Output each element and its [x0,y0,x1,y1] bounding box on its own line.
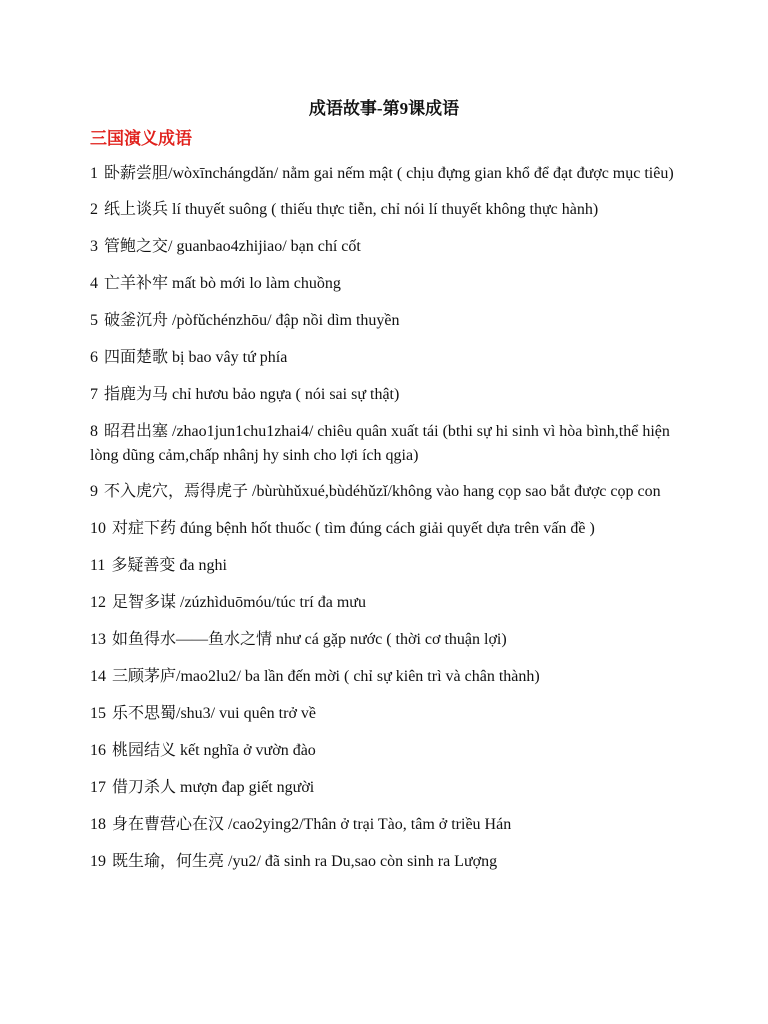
item-text: 多疑善变 đa nghi [111,557,227,574]
list-item [90,850,680,874]
item-text: 三顾茅庐/mao2lu2/ ba lần đến mời ( chỉ sự kiên trì và chân thành) [112,668,540,685]
item-text: 对症下药 đúng bệnh hốt thuốc ( tìm đúng cách giải quyết dựa trên vấn đề ) [112,520,595,537]
item-number: 12 [90,594,106,611]
idiom-list [90,162,680,887]
item-number: 15 [90,705,106,722]
document-title: 成语故事-第9课成语 [308,99,460,118]
list-item [90,162,680,186]
item-number: 17 [90,779,106,796]
list-item [90,480,680,504]
item-number: 6 [90,349,98,366]
list-item [90,665,680,689]
list-item [90,628,680,652]
item-text: 纸上谈兵 lí thuyết suông ( thiếu thực tiễn, chỉ nói lí thuyết không thực hành) [104,201,599,218]
item-number: 11 [90,557,106,574]
section-heading: 三国演义成语 [90,129,192,148]
list-item [90,591,680,615]
item-text: 既生瑜，何生亮 /yu2/ đã sinh ra Du,sao còn sinh ra Lượng [112,853,498,870]
list-item [90,554,680,578]
item-text: 身在曹营心在汉 /cao2ying2/Thân ở trại Tào, tâm ở triều Hán [112,816,512,833]
item-text: 乐不思蜀/shu3/ vui quên trở về [112,705,317,722]
item-number: 1 [90,165,98,182]
list-item [90,813,680,837]
list-item [90,776,680,800]
item-number: 18 [90,816,106,833]
item-number: 9 [90,483,98,500]
list-item [90,702,680,726]
item-number: 14 [90,668,106,685]
list-item [90,235,680,259]
item-text: 卧薪尝胆/wòxīnchángdǎn/ nằm gai nếm mật ( chịu đựng gian khổ để đạt được mục tiêu) [104,165,674,182]
item-text: 亡羊补牢 mất bò mới lo làm chuồng [104,275,341,292]
item-text: 借刀杀人 mượn đap giết người [112,779,315,796]
list-item [90,272,680,296]
item-number: 16 [90,742,106,759]
item-number: 2 [90,201,98,218]
list-item [90,346,680,370]
item-text: 如鱼得水——鱼水之情 như cá gặp nước ( thời cơ thuận lợi) [112,631,507,648]
item-text: 四面楚歌 bị bao vây tứ phía [104,349,288,366]
list-item [90,309,680,333]
item-number: 10 [90,520,106,537]
item-number: 19 [90,853,106,870]
item-text: 指鹿为马 chỉ hươu bảo ngựa ( nói sai sự thật) [104,386,400,403]
item-text: 管鲍之交/ guanbao4zhijiao/ bạn chí cốt [104,238,361,255]
item-number: 13 [90,631,106,648]
list-item [90,198,680,222]
item-text: 足智多谋 /zúzhìduōmóu/túc trí đa mưu [112,594,366,611]
item-number: 3 [90,238,98,255]
item-number: 7 [90,386,98,403]
item-text: 昭君出塞 /zhao1jun1chu1zhai4/ chiêu quân xuất tái (bthi sự hi sinh vì hòa bình,thể hiện lòng dũng cảm,chấp nhânj hy sinh cho lợi ích qgia) [90,423,670,464]
item-number: 5 [90,312,98,329]
item-text: 破釜沉舟 /pòfǔchénzhōu/ đập nồi dìm thuyền [104,312,400,329]
list-item [90,383,680,407]
item-text: 桃园结义 kết nghĩa ở vườn đào [112,742,316,759]
list-item [90,420,680,468]
item-number: 4 [90,275,98,292]
list-item [90,517,680,541]
list-item [90,739,680,763]
item-number: 8 [90,423,98,440]
item-text: 不入虎穴，焉得虎子 /bùrùhǔxué,bùdéhǔzǐ/không vào hang cọp sao bắt được cọp con [104,483,661,500]
